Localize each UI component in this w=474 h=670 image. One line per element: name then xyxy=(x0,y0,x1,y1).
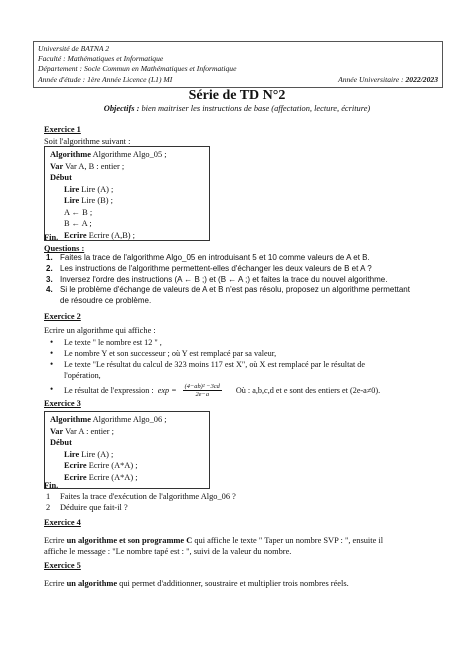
list-item: 3. Inversez l'ordre des instructions (A ← B ;) et (B ← A ;) et faites la trace du nouvel algorithme. xyxy=(46,274,388,284)
list-item: • Le nombre Y et son successeur ; où Y est remplacé par sa valeur, xyxy=(50,348,277,358)
ex1-intro: Soit l'algorithme suivant : xyxy=(44,137,131,146)
ex1-algorithm-box xyxy=(44,146,210,241)
algo-line: Var Var A, B : entier ; xyxy=(50,161,125,171)
faculty: Faculté : Mathématiques et Informatique xyxy=(38,54,164,64)
ex2-intro: Ecrire un algorithme qui affiche : xyxy=(44,326,156,335)
ex1-questions xyxy=(44,253,444,307)
ex2-bullets xyxy=(44,337,444,399)
study-year: Année d'étude : 1ère Année Licence (L1) MI xyxy=(38,74,173,84)
university: Université de BATNA 2 xyxy=(38,44,110,53)
algo-line: Lire Lire (A) ; xyxy=(64,449,114,459)
ex5-title: Exercice 5 xyxy=(44,561,81,570)
ex3-questions xyxy=(44,492,444,514)
list-item: de résoudre ce problème. xyxy=(60,296,152,306)
algo-line: Lire Lire (B) ; xyxy=(64,196,113,205)
list-item: 4. Si le problème d'échange de valeurs de A et B n'est pas résolu, proposez un algorithme permettant xyxy=(46,285,410,295)
expression-lhs: exp = xyxy=(157,385,177,395)
expression-note: Où : a,b,c,d et e sont des entiers et (2e-a≠0). xyxy=(235,385,381,395)
ex1-title: Exercice 1 xyxy=(44,125,81,134)
ex1-questions-label: Questions : xyxy=(44,244,85,253)
algo-line: Ecrire Ecrire (A*A) ; xyxy=(64,461,138,470)
ex4-text: Ecrire un algorithme et son programme C qui affiche le texte " Taper un nombre SVP : ", ensuite il affiche le message : "Le nombre tapé est : ", suivi de la valeur du nombre. xyxy=(44,536,384,556)
list-item: • Le résultat de l'expression : exp = $\frac{\text{(4−ab)² −3cd}}{2e-a}$ Où : a,b,c,d et e sont des entiers et (2e-a≠0). xyxy=(50,382,381,398)
header-box xyxy=(33,41,443,88)
ex3-title: Exercice 3 xyxy=(44,399,81,408)
algo-line: Début xyxy=(50,173,72,182)
page-title: Série de TD N°2 xyxy=(188,88,286,103)
academic-year: Année Universitaire : 2022/2023 xyxy=(338,74,438,84)
objectives: Objectifs : bien maitriser les instructions de base (affectation, lecture, écriture) xyxy=(103,104,371,113)
list-item: 1. Faites la trace de l'algorithme Algo_05 en introduisant 5 et 10 comme valeurs de A et B. xyxy=(46,253,370,262)
ex2-title: Exercice 2 xyxy=(44,312,81,321)
algo-line: Algorithme Algorithme Algo_05 ; xyxy=(50,150,167,159)
list-item: 1 Faites la trace d'exécution de l'algorithme Algo_06 ? xyxy=(46,492,236,501)
algo-line: Ecrire Ecrire (A*A) ; xyxy=(64,472,138,482)
ex1-end: Fin. xyxy=(44,233,59,242)
list-item: • Le texte " le nombre est 12 " , xyxy=(50,337,162,347)
algo-line: Ecrire Ecrire (A,B) ; xyxy=(64,230,136,240)
list-item: 2. Les instructions de l'algorithme permettent-elles d'échanger les deux valeurs de B et A ? xyxy=(46,263,372,273)
list-item: • Le texte "Le résultat du calcul de 323 moins 117 est X", où X est remplacé par le résultat de xyxy=(50,359,366,369)
algo-line: B ← A ; xyxy=(64,219,92,228)
list-item: 2 Déduire que fait-il ? xyxy=(46,502,128,512)
department: Département : Socle Commun en Mathématiques et Informatique xyxy=(38,64,237,74)
ex3-algorithm-box xyxy=(44,411,210,489)
ex4-title: Exercice 4 xyxy=(44,518,81,527)
algo-line: Lire Lire (A) ; xyxy=(64,184,114,194)
algo-line: Algorithme Algorithme Algo_06 ; xyxy=(50,415,167,424)
ex3-end: Fin. xyxy=(44,481,59,490)
algo-line: A ← B ; xyxy=(64,207,93,217)
ex5-text: Ecrire un algorithme qui permet d'additionner, soustraire et multiplier trois nombres réels. xyxy=(44,579,349,588)
list-item: l'opération, xyxy=(64,371,101,380)
expression-fraction: $\frac{\text{(4−ab)² −3cd}}{2e-a}$ xyxy=(184,382,220,398)
algo-line: Début xyxy=(50,438,72,447)
algo-line: Var Var A : entier ; xyxy=(50,426,114,436)
